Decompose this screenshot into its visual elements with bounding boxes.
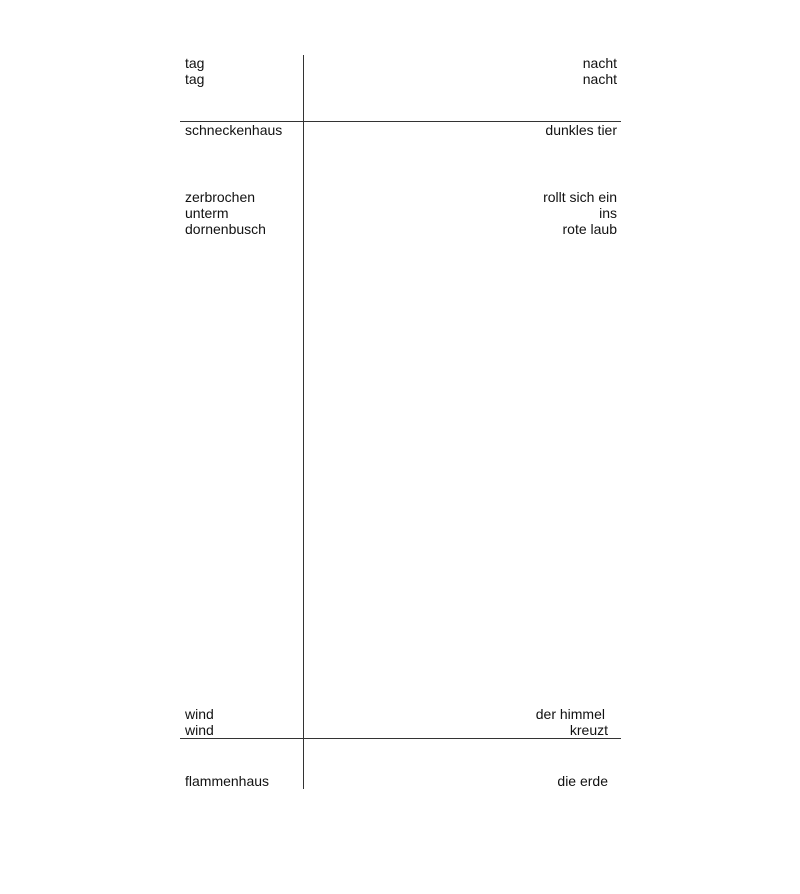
vertical-divider <box>303 55 304 789</box>
right-line-2: nacht <box>582 71 617 87</box>
right-line-6: rote laub <box>562 221 617 237</box>
left-line-9: flammenhaus <box>185 773 270 789</box>
right-line-8: kreuzt <box>569 722 608 738</box>
right-line-7: der himmel <box>535 706 605 722</box>
left-line-7: wind <box>185 706 214 722</box>
right-line-4: rollt sich ein <box>543 189 617 205</box>
left-line-4: zerbrochen <box>185 189 256 205</box>
right-line-5: ins <box>599 205 617 221</box>
right-line-9: die erde <box>557 773 608 789</box>
right-line-1: nacht <box>582 55 617 71</box>
horizontal-divider-bottom <box>180 738 621 739</box>
left-line-1: tag <box>185 55 205 71</box>
right-line-3: dunkles tier <box>545 122 617 138</box>
left-line-5: unterm <box>185 205 229 221</box>
left-line-3: schneckenhaus <box>185 122 283 138</box>
left-line-2: tag <box>185 71 205 87</box>
left-line-8: wind <box>185 722 214 738</box>
left-line-6: dornenbusch <box>185 221 266 237</box>
